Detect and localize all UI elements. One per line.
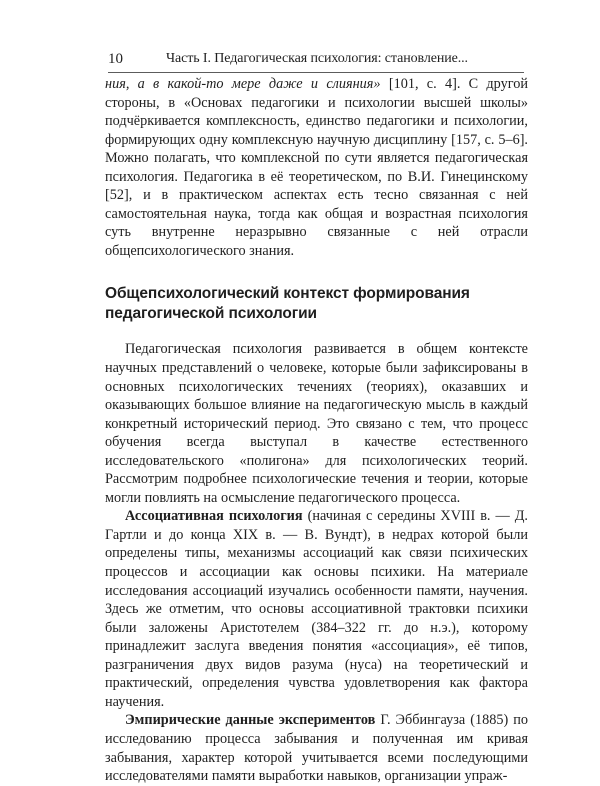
paragraph-3-text: (начиная с середины XVIII в. — Д. Гартли и до конца XIX в. — В. Вундт), в недрах которой были определены типы, механизмы ассоциаций как связи психических процессов и ассоциации как основы психики. На материале исследования ассоциаций изучались особенности памяти, научения. Здесь же отметим, что основы ассоциативной трактовки психики были заложены Аристотелем (384–322 гг. до н.э.), которому принадлежит заслуга введения понятия «ассоциация», её типов, разграничения двух видов разума (нуса) на теоретический и практический, определения чувства удовлетворения как фактора научения. xyxy=(105,508,528,710)
page-body xyxy=(105,75,528,786)
paragraph-2: Педагогическая психология развивается в общем контексте научных представлений о человеке, которые были зафиксированы в основных психологических течениях (теориях), оказавших и оказывающих большое влияние на педагогическую мысль в каждый конкретный исторический период. Это связано с тем, что процесс обучения всегда выступал в качестве естественного исследовательского «полигона» для психологических теорий. Рассмотрим подробнее психологические течения и теории, которые могли повлиять на осмысление педагогического процесса. xyxy=(105,341,528,506)
associative-psychology-term: Ассоциативная психология xyxy=(125,508,303,525)
paragraph-3 xyxy=(105,507,528,711)
page-header xyxy=(108,50,524,73)
paragraph-4-text: Г. Эббингауза (1885) по исследованию процесса забывания и полученная им кривая забывания, характер которой учитывается всеми последующими исследователями памяти выработки навыков, организации упраж- xyxy=(105,712,528,785)
quoted-italic-text: ния, а в какой-то мере даже и слияния» xyxy=(105,76,381,92)
page-number: 10 xyxy=(108,51,123,67)
paragraph-4 xyxy=(105,711,528,785)
empirical-data-term: Эмпирические данные экспериментов xyxy=(125,712,376,729)
running-title: Часть I. Педагогическая психология: становление... xyxy=(166,51,468,66)
paragraph-1 xyxy=(105,75,528,260)
section-heading: Общепсихологический контекст формирования педагогической психологии xyxy=(105,285,470,323)
paragraph-1-text: [101, с. 4]. С другой стороны, в «Основах педагогики и психологии высшей школы» подчёркивается комплексность, единство педагогики и психологии, формирующих одну комплексную научную дисциплину [157, с. 5–6]. Можно полагать, что комплексной по сути является педагогическая психология. Педагогика в её теоретическом, по В.И. Гинецинскому [52], и в практическом аспектах есть тесно связанная с ней самостоятельная наука, тогда как общая и возрастная психология суть внутренне неразрывно связанные с ней отрасли общепсихологического знания. xyxy=(105,76,528,259)
